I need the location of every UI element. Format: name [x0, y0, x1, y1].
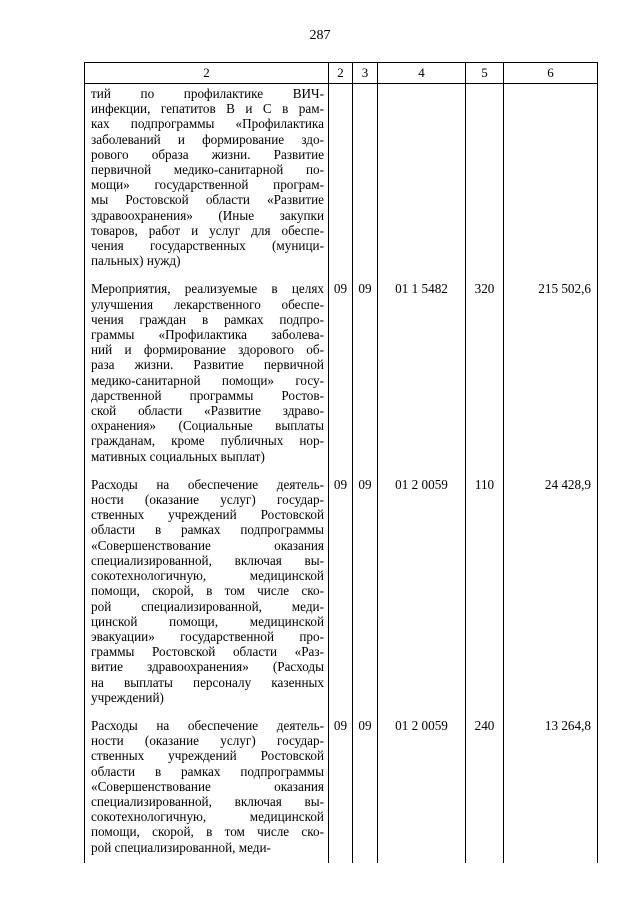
description-line: Расходы на обеспечение деятель- [91, 476, 324, 492]
column-number-header-row [85, 63, 598, 84]
description-line: дарственной программы Ростов- [91, 387, 324, 403]
description-line: инфекции, гепатитов В и С в рам- [91, 101, 324, 117]
description-line: цинской помощи, медицинской [91, 613, 324, 629]
description-line: товаров, работ и услуг для обеспе- [91, 222, 324, 238]
description-line: граммы «Профилактика заболева- [91, 327, 324, 343]
description-line: улучшения лекарственного обеспе- [91, 296, 324, 312]
cell-expense-type [466, 84, 504, 277]
description-line: специализированной, включая вы- [91, 793, 324, 809]
table-row [85, 713, 598, 863]
description-line: Мероприятия, реализуемые в целях [91, 281, 324, 297]
description-line: гражданам, кроме публичных нор- [91, 433, 324, 449]
row-description [85, 84, 329, 277]
cell-target-article [378, 84, 466, 277]
description-line: помощи, скорой, в том числе ско- [91, 824, 324, 840]
description-line: «Совершенствование оказания [91, 537, 324, 553]
cell-amount: 24 428,9 [504, 472, 598, 713]
column-header-section: 2 [329, 63, 353, 84]
description-line: рой специализированной, меди- [91, 598, 324, 614]
table-row [85, 472, 598, 713]
description-line: ках подпрограммы «Профилактика [91, 116, 324, 132]
description-line: здравоохранения» (Иные закупки [91, 207, 324, 223]
cell-amount: 215 502,6 [504, 276, 598, 471]
cell-target-article: 01 1 5482 [378, 276, 466, 471]
description-line: мы Ростовской области «Развитие [91, 192, 324, 208]
column-header-amount: 6 [504, 63, 598, 84]
description-line: сокотехнологичную, медицинской [91, 568, 324, 584]
page-number: 287 [309, 28, 331, 43]
description-line: рой специализированной, меди- [91, 839, 271, 855]
cell-expense-type: 320 [466, 276, 504, 471]
description-line: заболеваний и формирование здо- [91, 131, 324, 147]
description-line: ской области «Развитие здраво- [91, 403, 324, 419]
cell-subsection: 09 [353, 276, 378, 471]
description-line: ности (оказание услуг) государ- [91, 733, 324, 749]
description-line: ственных учреждений Ростовской [91, 507, 324, 523]
cell-target-article: 01 2 0059 [378, 472, 466, 713]
description-line: мативных социальных выплат) [91, 448, 265, 464]
description-line: охранения» (Социальные выплаты [91, 418, 324, 434]
description-line: чения государственных (муници- [91, 238, 324, 254]
description-line: медико-санитарной помощи» госу- [91, 372, 324, 388]
row-description [85, 276, 329, 471]
description-line: пальных) нужд) [91, 253, 181, 269]
cell-expense-type: 110 [466, 472, 504, 713]
cell-amount: 13 264,8 [504, 713, 598, 863]
cell-subsection [353, 84, 378, 277]
cell-section: 09 [329, 713, 353, 863]
row-description [85, 472, 329, 713]
description-line: граммы Ростовской области «Раз- [91, 644, 324, 660]
column-header-description: 2 [85, 63, 329, 84]
cell-section: 09 [329, 472, 353, 713]
description-line: первичной медико-санитарной по- [91, 162, 324, 178]
description-line: области в рамках подпрограммы [91, 522, 324, 538]
cell-subsection: 09 [353, 472, 378, 713]
cell-section [329, 84, 353, 277]
description-line: «Совершенствование оказания [91, 778, 324, 794]
description-line: сокотехнологичную, медицинской [91, 809, 324, 825]
description-line: области в рамках подпрограммы [91, 763, 324, 779]
description-line: витие здравоохранения» (Расходы [91, 659, 324, 675]
cell-expense-type: 240 [466, 713, 504, 863]
description-line: учреждений) [91, 689, 164, 705]
description-line: на выплаты персоналу казенных [91, 674, 324, 690]
cell-subsection: 09 [353, 713, 378, 863]
description-line: ственных учреждений Ростовской [91, 748, 324, 764]
row-description [85, 713, 329, 863]
description-line: помощи, скорой, в том числе ско- [91, 583, 324, 599]
description-line: рового образа жизни. Развитие [91, 146, 324, 162]
cell-section: 09 [329, 276, 353, 471]
description-line: раза жизни. Развитие первичной [91, 357, 324, 373]
column-header-subsection: 3 [353, 63, 378, 84]
table-row [85, 84, 598, 277]
column-header-expense-type: 5 [466, 63, 504, 84]
description-line: тий по профилактике ВИЧ- [91, 86, 324, 101]
cell-target-article: 01 2 0059 [378, 713, 466, 863]
description-line: эвакуации» государственной про- [91, 628, 324, 644]
description-line: ний и формирование здорового об- [91, 342, 324, 358]
description-line: Расходы на обеспечение деятель- [91, 717, 324, 733]
description-line: чения граждан в рамках подпро- [91, 311, 324, 327]
description-line: специализированной, включая вы- [91, 552, 324, 568]
budget-table [84, 62, 598, 863]
column-header-target-article: 4 [378, 63, 466, 84]
table-row [85, 276, 598, 471]
description-line: мощи» государственной програм- [91, 177, 324, 193]
description-line: ности (оказание услуг) государ- [91, 492, 324, 508]
cell-amount [504, 84, 598, 277]
